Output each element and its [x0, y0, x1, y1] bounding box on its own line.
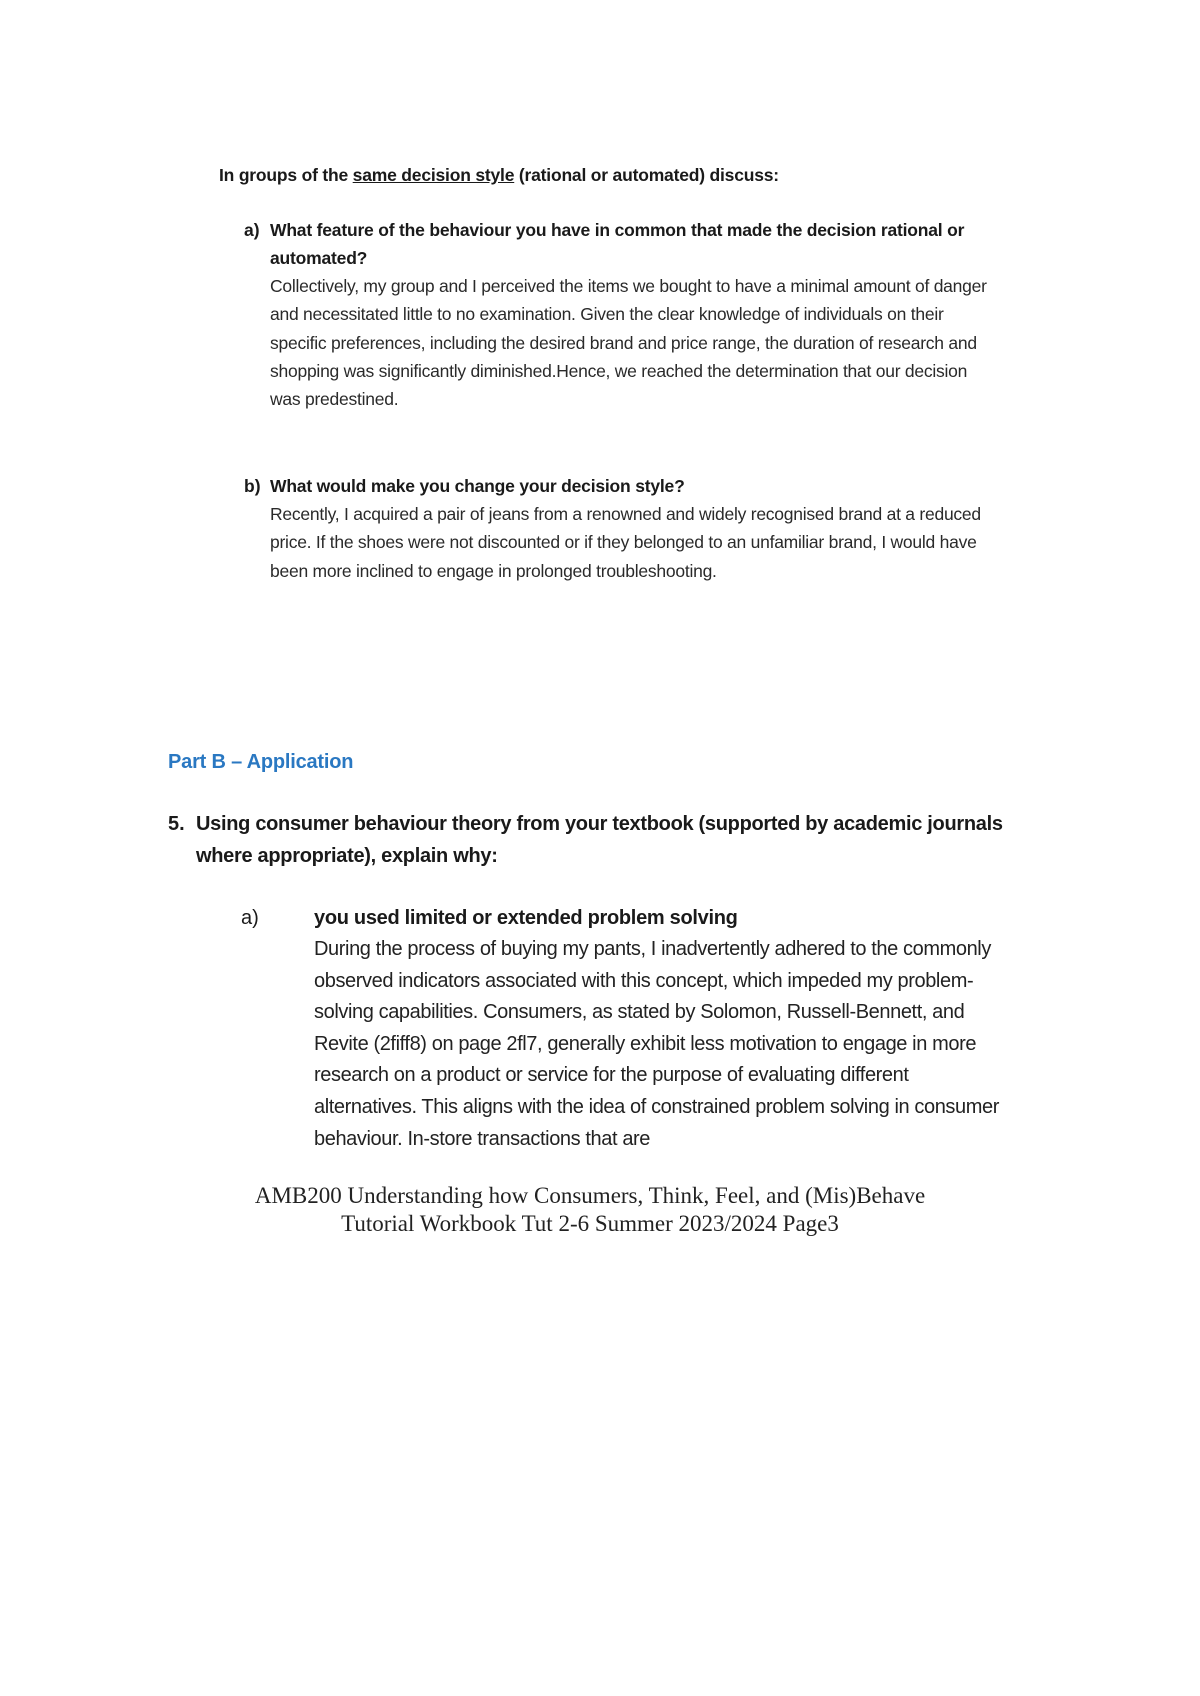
question-5-number: 5. — [168, 813, 185, 835]
intro-prefix: In groups of the — [219, 165, 353, 185]
page-footer — [200, 1182, 980, 1238]
question-a-title: What feature of the behaviour you have in common that made the decision rational or automated? — [270, 220, 965, 268]
intro-underlined: same decision style — [352, 165, 515, 185]
intro-instruction — [219, 162, 999, 188]
footer-line-2: Tutorial Workbook Tut 2-6 Summer 2023/2024 Page3 — [341, 1211, 839, 1236]
question-a-answer: Collectively, my group and I perceived the items we bought to have a minimal amount of danger and necessitated little to no examination. Given the clear knowledge of individuals on their specific preferences, including the desired brand and price range, the duration of research and shopping was significantly diminished.Hence, we reached the determination that our decision was predestined. — [270, 276, 987, 410]
question-b — [244, 472, 1004, 585]
intro-suffix: (rational or automated) discuss: — [514, 165, 779, 185]
footer-line-1: AMB200 Understanding how Consumers, Think, Feel, and (Mis)Behave — [254, 1183, 926, 1208]
question-5a-marker: a) — [241, 907, 259, 929]
question-b-title: What would make you change your decision style? — [270, 476, 685, 496]
question-5a-answer: During the process of buying my pants, I inadvertently adhered to the commonly observed indicators associated with this concept, which impeded my problem-solving capabilities. Consumers, as stated by Solomon, Russell-Bennett, and Revite (2fiff8) on page 2fl7, generally exhibit less motivation to engage in more research on a product or service for the purpose of evaluating different alternatives. This aligns with the idea of constrained problem solving in consumer behaviour. In-store transactions that are — [314, 938, 999, 1150]
question-5a — [241, 903, 1041, 1155]
part-b-heading: Part B – Application — [168, 751, 354, 773]
question-a — [244, 216, 1004, 413]
question-5a-title: you used limited or extended problem solving — [314, 907, 738, 929]
question-b-marker: b) — [244, 476, 261, 496]
question-5-text: Using consumer behaviour theory from your textbook (supported by academic journals where appropriate), explain why: — [196, 813, 1003, 867]
question-5 — [168, 808, 1028, 872]
question-a-marker: a) — [244, 220, 260, 240]
question-b-answer: Recently, I acquired a pair of jeans from a renowned and widely recognised brand at a reduced price. If the shoes were not discounted or if they belonged to an unfamiliar brand, I would have been more inclined to engage in prolonged troubleshooting. — [270, 504, 981, 581]
